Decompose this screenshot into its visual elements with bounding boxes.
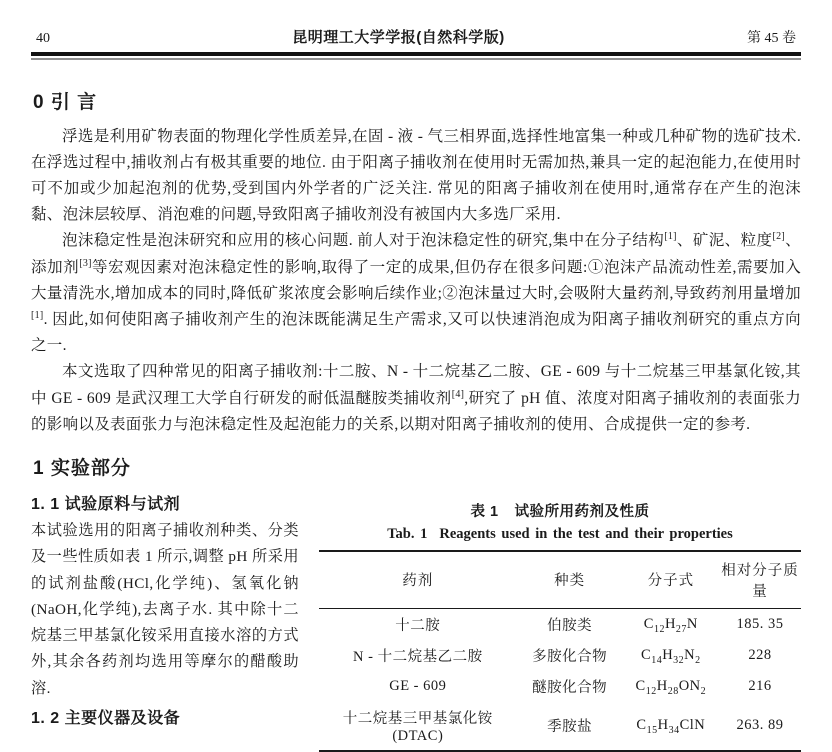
header-rule-thin (31, 58, 801, 60)
intro-paragraph-1: 浮选是利用矿物表面的物理化学性质差异,在固 - 液 - 气三相界面,选择性地富集一种或几种矿物的选矿技术. 在浮选过程中,捕收剂占有极其重要的地位. 由于阳离子捕收剂在使用时无需加热,兼具一定的起泡能力,在使用时可不加或少加起泡剂的优势,受到国内外学者的广泛关注. 常见的阳离子捕收剂在使用时,通常存在产生的泡沫黏、泡沫层较厚、消泡难的问题,导致阳离子捕收剂没有被国内大多选厂采用. (31, 127, 801, 224)
column-header-formula: 分子式 (647, 573, 695, 590)
cell-formula: $C_{12}H_{27}N$ (643, 615, 698, 635)
cell-type: 多胺化合物 (532, 648, 608, 665)
table-row (319, 640, 801, 671)
table-caption-en-text: Reagents used in the test and their properties (439, 525, 733, 542)
cell-type: 醚胺化合物 (532, 679, 608, 696)
cell-mw: 228 (748, 646, 772, 663)
cell-mw: 185. 35 (736, 615, 784, 632)
cell-formula: $C_{12}H_{28}ON_2$ (635, 677, 707, 697)
cell-reagent: N - 十二烷基乙二胺 (353, 648, 483, 665)
column-header-mw: 相对分子质量 (721, 562, 799, 600)
intro-paragraph-2: 泡沫稳定性是泡沫研究和应用的核心问题. 前人对于泡沫稳定性的研究,集中在分子结构[1]、矿泥、粒度[2]、添加剂[3]等宏观因素对泡沫稳定性的影响,取得了一定的成果,但仍存在很多问题:①泡沫产品流动性差,需要加入大量清洗水,增加成本的同时,降低矿浆浓度会影响后续作业;②泡沫量过大时,会吸附大量药剂,导致药剂用量增加[1]. 因此,如何使阳离子捕收剂产生的泡沫既能满足生产需求,又可以快速消泡成为阳离子捕收剂研究的重点方向之一. (31, 231, 801, 355)
right-column (319, 491, 801, 752)
reagents-paragraph: 本试验选用的阳离子捕收剂种类、分类及一些性质如表 1 所示,调整 pH 所采用的试剂盐酸(HCl,化学纯)、氢氧化钠(NaOH,化学纯),去离子水. 其中除十二烷基三甲基氯化铵采用直接水溶的方式外,其余各药剂均选用等摩尔的醋酸助溶. (31, 521, 299, 697)
page-header (31, 26, 801, 47)
left-column (31, 491, 299, 752)
cell-reagent: 十二胺 (395, 617, 441, 634)
volume-label: 第 45 卷 (747, 31, 796, 46)
table-row (319, 702, 801, 751)
cell-reagent: 十二烷基三甲基氯化铵(DTAC) (342, 710, 493, 744)
table-caption-zh-label: 表 1 (470, 503, 499, 520)
table-caption-zh-text: 试验所用药剂及性质 (514, 503, 650, 520)
page-number: 40 (36, 31, 50, 46)
intro-paragraph-3: 本文选取了四种常见的阳离子捕收剂:十二胺、N - 十二烷基乙二胺、GE - 609 与十二烷基三甲基氯化铵,其中 GE - 609 是武汉理工大学自行研发的耐低温醚胺类捕收剂[4],研究了 pH 值、浓度对阳离子捕收剂的表面张力的影响以及表面张力与泡沫稳定性及起泡能力的关系,以期对阳离子捕收剂的使用、合成提供一定的参考. (31, 363, 801, 433)
cell-reagent: GE - 609 (389, 677, 447, 694)
journal-title: 昆明理工大学学报(自然科学版) (292, 29, 505, 46)
header-rule-thick (31, 52, 801, 56)
cell-formula: $C_{14}H_{32}N_2$ (641, 646, 701, 666)
table-row (319, 671, 801, 702)
column-header-type: 种类 (554, 573, 586, 590)
subsection-1-2-heading: 1. 2 主要仪器及设备 (31, 710, 181, 728)
table-caption-en (319, 526, 801, 543)
two-column-area (31, 491, 801, 752)
table-header-row (319, 551, 801, 609)
cell-type: 伯胺类 (547, 617, 593, 634)
table-row (319, 608, 801, 640)
table-caption-zh (319, 500, 801, 521)
section-0-heading: 0 引 言 (33, 91, 98, 113)
section-1-heading: 1 实验部分 (33, 457, 131, 479)
column-header-reagent: 药剂 (402, 573, 434, 590)
cell-mw: 216 (748, 677, 772, 694)
cell-formula: $C_{15}H_{34}ClN$ (636, 717, 706, 737)
reagents-table (319, 550, 801, 752)
subsection-1-1-heading: 1. 1 试验原料与试剂 (31, 495, 181, 513)
cell-type: 季胺盐 (547, 719, 593, 736)
cell-mw: 263. 89 (736, 717, 784, 734)
table-caption-en-label: Tab. 1 (387, 525, 428, 542)
